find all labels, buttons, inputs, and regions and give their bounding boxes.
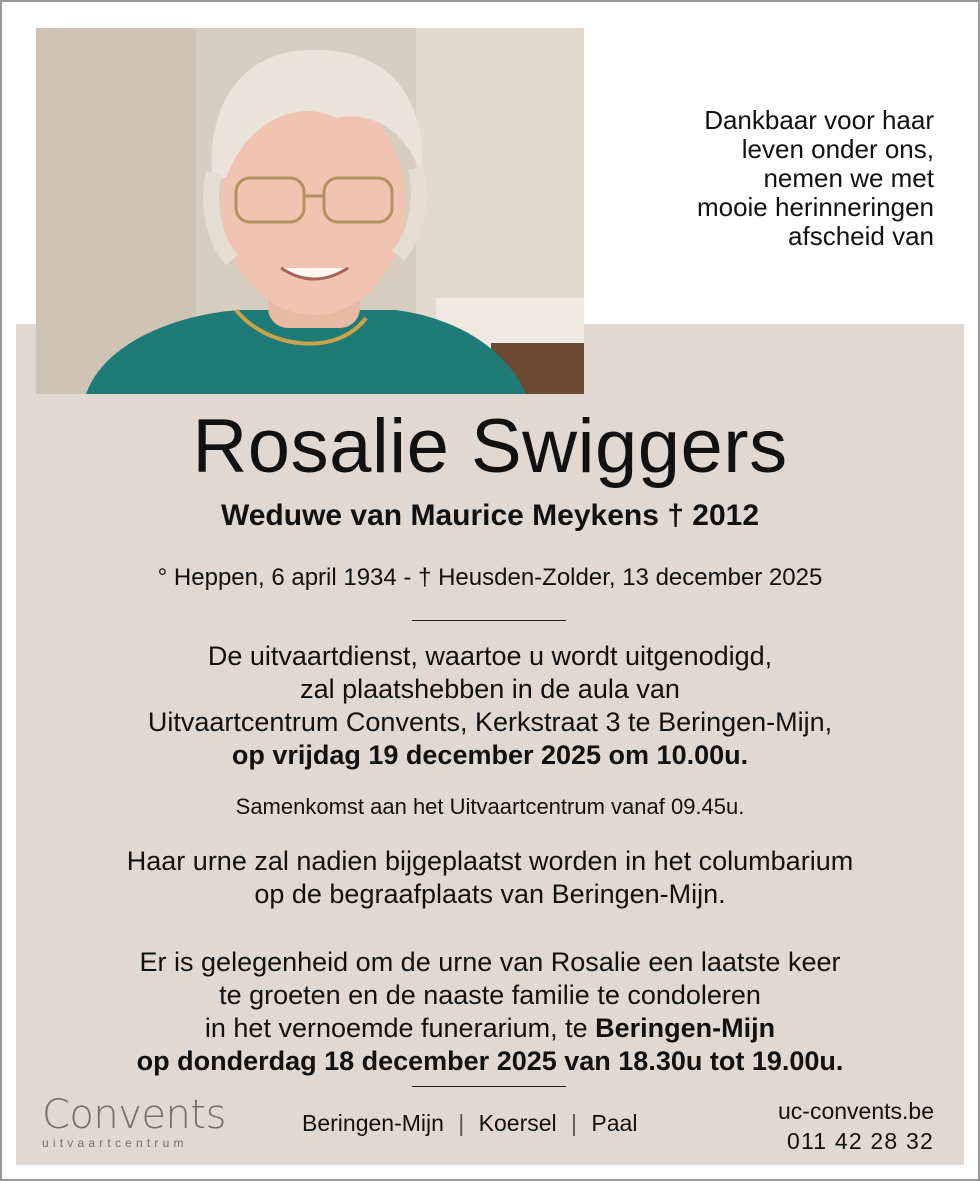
visit-datetime: op donderdag 18 december 2025 van 18.30u tot 19.00u. [136,1046,844,1076]
service-line: Uitvaartcentrum Convents, Kerkstraat 3 te Beringen-Mijn, [147,707,833,737]
quote-line: leven onder ons, [741,134,934,164]
contact-info [778,1096,934,1156]
tribute-quote [604,106,934,251]
phone-number: 011 42 28 32 [787,1128,934,1154]
birth-death-dates: ° Heppen, 6 april 1934 - † Heusden-Zolder, 13 december 2025 [157,564,823,591]
quote-line: mooie herinneringen [696,192,934,222]
urn-notice [16,845,964,911]
spouse-line: Weduwe van Maurice Meykens † 2012 [220,499,760,532]
locations [302,1108,637,1138]
meeting-time: Samenkomst aan het Uitvaartcentrum vanaf 09.45u. [235,794,745,819]
visit-line [16,1012,964,1045]
deceased-name: Rosalie Swiggers [192,404,788,489]
quote-line: nemen we met [763,163,934,193]
funeral-home-logo [42,1094,232,1150]
separator: | [571,1110,578,1136]
visit-line-prefix: in het vernoemde funerarium, te [204,1013,596,1043]
divider [412,1086,566,1087]
service-announcement [16,640,964,772]
visit-line: te groeten en de naaste familie te condoleren [219,980,761,1010]
quote-line: Dankbaar voor haar [704,105,934,135]
service-datetime: op vrijdag 19 december 2025 om 10.00u. [231,740,749,770]
service-line: zal plaatshebben in de aula van [300,674,680,704]
quote-line: afscheid van [788,221,934,251]
separator: | [458,1110,465,1136]
urn-line: op de begraafplaats van Beringen-Mijn. [254,879,726,909]
location-item: Beringen-Mijn [302,1110,444,1136]
divider [412,620,566,621]
logo-subtitle: uitvaartcentrum [42,1136,188,1150]
condolence-notice [16,946,964,1078]
service-line: De uitvaartdienst, waartoe u wordt uitgenodigd, [207,641,773,671]
portrait-photo [36,28,584,394]
location-item: Paal [591,1110,638,1136]
urn-line: Haar urne zal nadien bijgeplaatst worden in het columbarium [126,846,854,876]
website: uc-convents.be [778,1098,934,1124]
logo-name: Convents [42,1092,226,1138]
visit-line: Er is gelegenheid om de urne van Rosalie een laatste keer [139,947,841,977]
location-item: Koersel [478,1110,557,1136]
visit-place: Beringen-Mijn [595,1013,776,1043]
